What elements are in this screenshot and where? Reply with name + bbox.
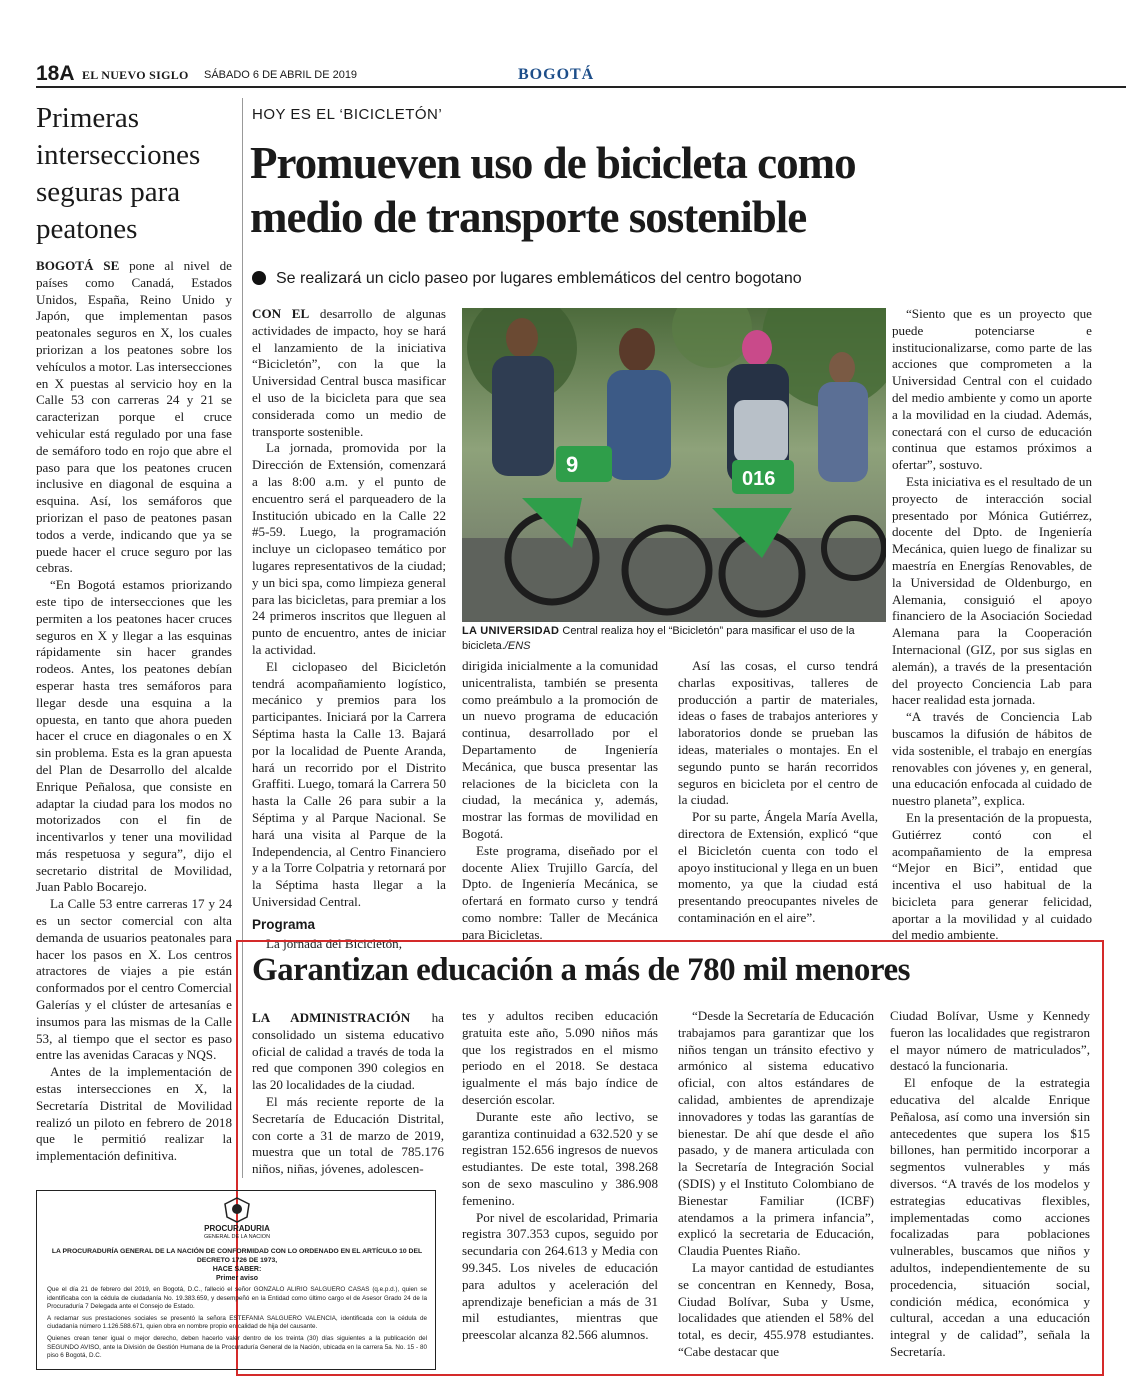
legal-notice [36, 1190, 436, 1370]
main-lead: CON EL [252, 306, 310, 321]
notice-hace-saber: HACE SABER: [212, 1266, 262, 1273]
caption-lead: LA UNIVERSIDAD [462, 625, 560, 637]
edu-column-3: “Desde la Secretaría de Educación trabajamos para garantizar que los niños tengan un tránsito efectivo y armónico al sistema educativo oficial, con altos estándares de calidad, ambientes de aprendizaje innovadores y todas las garantías de bienestar. De ahí que desde el año pasado, y de manera articulada con la Secretaría de Integración Social (SDIS) y el Instituto Colombiano de Bienestar Familiar (ICBF) atendamos a la primera infancia”, explicó la secretaria de Educación, Claudia Puentes Riaño. La mayor cantidad de estudiantes se concentran en Kennedy, Bosa, Ciudad Bolívar, Suba y Usme, localidades que atienden el 58% del total, es decir, 455.978 estudiantes. “Cabe destacar que [678, 1008, 874, 1359]
side-article-body [36, 258, 232, 1165]
page-number: 18A [36, 62, 75, 85]
bike-number-1: 9 [566, 452, 579, 477]
photo-caption: LA UNIVERSIDAD Central realiza hoy el “Bicicletón” para masificar el uso de la bicicleta./ENS [462, 625, 855, 652]
edu-column-4: Ciudad Bolívar, Usme y Kennedy fueron las localidades que registraron el mayor número de matriculados”, destacó la funcionaria. El enfoque de la estrategia educativa del alcalde Enrique Peñalosa, así como una inversión sin antecedentes que supera los $15 billones, han permitido incorporar a segmentos vulnerables y más diversos. “A través de los modelos y estrategias educativas flexibles, implementadas como acciones focalizadas para poblaciones vulnerables, buscamos que niños y adultos, independientemente de su procedencia, situación social, condición médica, económica y cultural, accedan a una educación integral y de calidad”, señala la Secretaría. [890, 1008, 1090, 1359]
main-deck: Se realizará un ciclo paseo por lugares emblemáticos del centro bogotano [252, 270, 802, 288]
issue-date: SÁBADO 6 DE ABRIL DE 2019 [204, 69, 358, 81]
side-article-title: Primeras intersecciones seguras para peatones [36, 102, 201, 245]
photo-illustration [462, 308, 886, 622]
main-column-3: Así las cosas, el curso tendrá charlas expositivas, talleres de producción a partir de materiales, ideas o fases de trabajos anteriores y laboratorios donde se prueban las ideas, materiales o montajes. En el segundo punto se harán recorridos seguros en bicicleta por el centro de la ciudad. Por su parte, Ángela María Avella, directora de Extensión, explicó “que el Bicicletón cuenta con todo el apoyo institucional y llega en un buen momento, ya que la ciudad está presentando preocupantes niveles de contaminación en el aire”. [678, 658, 878, 925]
main-column-2: dirigida inicialmente a la comunidad unicentralista, también se presenta como preámbulo a la promoción de un nuevo programa de educación continua, desarrollado por el Departamento de Ingeniería Mecánica, que busca presentar las relaciones de la bicicleta con la ciudad, la mecánica y, además, mostrar las formas de movilidad en Bogotá. Este programa, diseñado por el docente Aliex Trujillo García, del Dpto. de Ingeniería Mecánica, se ofertará en formato curso y tendrá como nombre: Taller de Mecánica para Bicicletas. [462, 658, 658, 942]
education-headline: Garantizan educación a más de 780 mil menores [252, 952, 910, 988]
section-name: BOGOTÁ [518, 66, 595, 83]
notice-org-sub: GENERAL DE LA NACION [203, 1234, 271, 1240]
edu-column-2: tes y adultos reciben educación gratuita este año, 5.090 niños más que los registrados en el mismo periodo en el 2018. Se destaca igualmente el más bajo índice de deserción escolar. Durante este año lectivo, se garantiza continuidad a 632.520 y se registran 152.656 ingresos de nuevos estudiantes. De este total, 398.268 son de sexo masculino y 386.908 femenino. Por nivel de escolaridad, Primaria registra 307.353 cupos, seguido por secundaria con 264.613 y Media con 99.345. Los niveles de educación para adultos y aceleración del aprendizaje benefician a más de 31 mil estudiantes, mientras que preescolar alcanza 82.566 alumnos. [462, 1008, 658, 1343]
main-column-1: CON EL desarrollo de algunas actividades de impacto, hoy se hará el lanzamiento de la iniciativa “Bicicletón”, con la que la Universidad Central busca masificar el uso de la bicicleta para que sea considerada como un medio de transporte sostenible. La jornada, promovida por la Dirección de Extensión, comenzará a las 8:00 a.m. y el punto de encuentro será el parqueadero de la Institución ubicado en la Calle 22 #5-59. Luego, la programación incluye un ciclopaseo temático por lugares representativos de la ciudad; y un bici spa, como limpieza general para las bicicletas, para premiar a los 24 primeros inscritos que lleguen al punto de encuentro, antes de iniciar la actividad. El ciclopaseo del Bicicletón tendrá acompañamiento logístico, mecánico y premios para los participantes. Iniciará por la Carrera Séptima hasta la Calle 13. Bajará por la localidad de Puente Aranda, hará un recorrido por el Distrito Graffiti. Luego, tomará la Carrera 50 hasta la Calle 26 para subir a la Séptima y al Parque Nacional. Se hará una visita al Parque de la Independencia, al Centro Financiero y a la Torre Colpatria y retornará por la Séptima hasta llegar a la Universidad Central. Programa La jornada del Bicicletón, [252, 306, 446, 951]
notice-title: LA PROCURADURÍA GENERAL DE LA NACIÓN DE CONFORMIDAD CON LO ORDENADO EN EL ARTÍCULO 10 DEL DECRETO 1726 DE 1973, [51, 1248, 423, 1264]
edu-column-1: LA ADMINISTRACIÓN ha consolidado un sistema educativo oficial de calidad a través de toda la red que componen 390 colegios en las 20 localidades de la ciudad. El más reciente reporte de la Secretaría de Educación Distrital, con corte a 31 de marzo de 2019, muestra que un total de 785.176 niños, niñas, jóvenes, adolescen- [252, 1010, 444, 1177]
page-header [36, 62, 1126, 88]
side-lead: BOGOTÁ SE [36, 258, 120, 273]
side-paragraph: “En Bogotá estamos priorizando este tipo de intersecciones que les permiten a los peatones hacer cruces seguros en X y llegar a las esquinas rápidamente sin hacer grandes rodeos. Antes, los peatones debían esperar hasta tres semáforos para llegar desde una esquina a la opuesta, en tanto que ahora pueden hacer el cruce en diagonales o en X sin problema. Esta es la gran apuesta del Plan de Desarrollo del alcalde Enrique Peñalosa, que consiste en adaptar la ciudad para los modos no motorizados con el fin de incentivarlos y tener una movilidad más respetuosa y segura”, dijo el secretario distrital de Movilidad, Juan Pablo Bocarejo. [36, 577, 232, 895]
bike-number-2: 016 [742, 468, 776, 490]
side-paragraph: BOGOTÁ SE pone al nivel de países como Canadá, Estados Unidos, España, Reino Unido y Japón, que implementan pasos peatonales seguros en X, los cuales priorizan a los peatones sobre los vehículos a motor. Las intersecciones en X puestas al servicio hoy en la Calle 53 con carreras 24 y 21 se caracterizan porque el cruce vehicular está regulado por una fase de semáforo todo en rojo que abre el paso para que los peatones crucen inclusive en diagonal de esquina a esquina. Así, los semáforos que priorizan el paso de peatones pasan todos a verde, indicando que ya se puede hacer el cruce seguro por las cebras. [36, 258, 232, 576]
side-paragraph: Antes de la implementación de estas intersecciones en X, la Secretaría Distrital de Movilidad realizó un piloto en febrero de 2018 que le permitió realizar la implementación definitiva. [36, 1064, 232, 1164]
side-paragraph: La Calle 53 entre carreras 17 y 24 es un sector comercial con alta demanda de usuarios peatonales para hacer los pasos en X. Los centros atractores de viajes a pie están conformados por el centro Comercial Galerías y el clúster de artesanías e insumos para las mismas de la Calle 53, al tiempo que el sector es paso entre las avenidas Caracas y NQS. [36, 896, 232, 1063]
main-column-4: “Siento que es un proyecto que puede potenciarse e institucionalizarse, como parte de las acciones que comprometen a la Universidad Central con el cuidado del medio ambiente y como un aporte a la movilidad en la ciudad. Además, conectará con el curso de educación continua que estamos próximos a ofertar”, sostuvo. Esta iniciativa es el resultado de un proyecto de interacción social presentado por Mónica Gutiérrez, docente del Dpto. de Ingeniería Mecánica, quien luego de finalizar su maestría en Energías Renovables, de la Universidad de Oldenburgo, en Alemania, consiguió el apoyo financiero de la Asociación Sociedad Alemana para la Cooperación Internacional (GIZ, por sus siglas en alemán), a través de la presentación del proyecto Conciencia Lab para hacer realidad esta jornada. “A través de Conciencia Lab buscamos la difusión de hábitos de vida sostenible, el trabajo en energías renovables con jóvenes y, en general, una educación enfocada al cuidado de nuestro planeta”, explica. En la presentación de la propuesta, Gutiérrez contó con el acompañamiento de la empresa “Mejor en Bici”, entidad que incentiva el uso habitual de la bicicleta para generar felicidad, aportar a la movilidad y al cuidado del medio ambiente. [892, 306, 1092, 943]
bullet-icon [252, 271, 266, 285]
caption-credit: /ENS [504, 640, 531, 652]
coat-of-arms-icon [223, 1197, 251, 1223]
notice-body: Que el día 21 de febrero del 2019, en Bogotá, D.C., falleció el señor GONZALO ALIRIO SALGUERO CASAS (q.e.p.d.), quien se identificaba con la cédula de ciudadanía No. 19.383.659, y desempeñó en la Entidad como último cargo el de Asesor Grado 24 de la Procuraduría 7 Delegada ante el Consejo de Estado. A reclamar sus prestaciones sociales se presentó la señora ESTEFANIA SALGUERO VALENCIA, identificada con la cédula de ciudadanía número 1.126.588.671, quien obra en nombre propio en calidad de hija del causante. Quienes crean tener igual o mejor derecho, deben hacerlo valer dentro de los treinta (30) días siguientes a la publicación del SEGUNDO AVISO, ante la División de Gestión Humana de la Procuraduría General de la Nación, ubicada en la carrera 5a. No. 15 - 80 piso 6 Bogotá, D.C. [47, 1286, 427, 1360]
cyclists-photo [462, 308, 886, 622]
main-kicker: HOY ES EL ‘BICICLETÓN’ [252, 106, 443, 123]
main-headline: Promueven uso de bicicleta como medio de transporte sostenible [250, 138, 856, 242]
newspaper-name: EL NUEVO SIGLO [82, 68, 189, 82]
edu-lead: LA ADMINISTRACIÓN [252, 1010, 411, 1025]
subhead-programa: Programa [252, 916, 316, 932]
notice-primer-aviso: Primer aviso [215, 1275, 259, 1282]
notice-org: PROCURADURIA [204, 1224, 270, 1233]
